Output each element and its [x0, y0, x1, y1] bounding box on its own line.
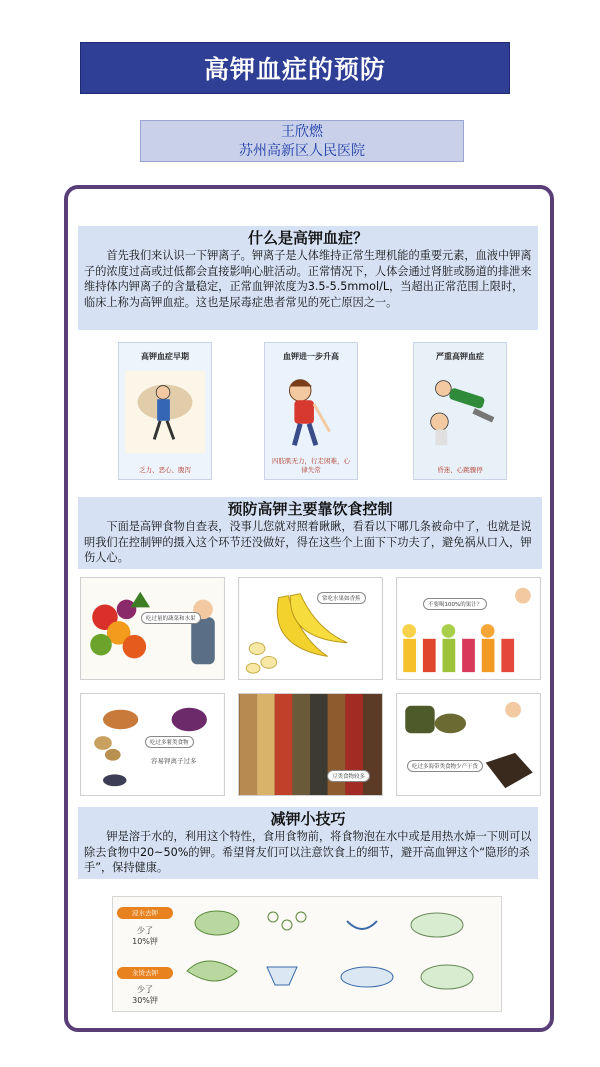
author-box	[140, 120, 464, 162]
tip-less-label: 少了	[137, 926, 153, 935]
bananas-image	[238, 577, 383, 680]
stage-early-illustration	[118, 342, 212, 480]
vegetables-icon	[81, 578, 224, 679]
stage-rise-illustration	[264, 342, 358, 480]
food-caption: 容易钾离子过多	[151, 757, 197, 765]
tip-amount-label: 30%钾	[132, 996, 158, 1005]
section-heading: 什么是高钾血症？	[247, 229, 368, 247]
stage-caption: 四肢肌无力，行走困难，心律失常	[272, 457, 350, 474]
section-body: 下面是高钾食物自查表，没事儿您就对照着瞅瞅，看看以下哪几条被命中了，也就是说明我们在控制钾的摄入这个环节还没做好，得在这些个上面下下功夫了，避免祸从口入，钾伤人心。	[84, 520, 532, 564]
section-heading: 预防高钾主要靠饮食控制	[227, 500, 393, 518]
tip-tag-blanch: 汆烫去钾	[117, 967, 173, 979]
stage-label: 血钾进一步升高	[283, 351, 339, 361]
author-name: 王欣燃	[281, 124, 323, 140]
vegetables-fruits-image	[80, 577, 225, 680]
stage-caption: 昏迷、心跳骤停	[437, 466, 483, 474]
speech-bubble: 豆类食物较多	[327, 770, 370, 782]
page-title: 高钾血症的预防	[80, 42, 510, 94]
stage-severe-illustration	[413, 342, 507, 480]
section-body: 钾是溶于水的，利用这个特性，食用食物前，将食物泡在水中或是用热水焯一下则可以除去食物中20~50%的钾。希望肾友们可以注意饮食上的细节，避开高血钾这个“隐形的杀手”，保持健康。	[84, 830, 532, 874]
speech-bubble: 吃过多海带类食物少产干货	[407, 760, 483, 772]
seaweed-image	[396, 693, 541, 796]
section-heading: 减钾小技巧	[270, 810, 346, 828]
tubers-image	[80, 693, 225, 796]
fruit-juice-image	[396, 577, 541, 680]
stage-label: 严重高钾血症	[436, 351, 484, 361]
speech-bubble: 常吃水果如香蕉	[317, 592, 366, 604]
juice-glass-icon	[397, 578, 540, 679]
cooking-steps-icon	[177, 901, 497, 1009]
seaweed-icon	[397, 694, 540, 795]
speech-bubble: 吃过量的蔬菜和水果	[141, 612, 201, 624]
tip-amount-label: 10%钾	[132, 937, 158, 946]
stage-caption: 乏力、恶心、腹泻	[139, 466, 191, 474]
stage-label: 高钾血症早期	[141, 351, 189, 361]
section-body: 首先我们来认识一下钾离子。钾离子是人体维持正常生理机能的重要元素，血液中钾离子的浓度过高或过低都会直接影响心脏活动。正常情况下，人体会通过肾脏或肠道的排泄来维持体内钾离子的含量稳定，正常血钾浓度为3.5-5.5mmol/L，当超出正常范围上限时，临床上称为高钾血症。这也是尿毒症患者常见的死亡原因之一。	[84, 249, 532, 309]
hospital-name: 苏州高新区人民医院	[239, 143, 365, 159]
speech-bubble: 吃过多薯类食物	[145, 736, 194, 748]
tip-less-label: 少了	[137, 985, 153, 994]
tips-illustration	[112, 896, 502, 1012]
beans-image	[238, 693, 383, 796]
section-what-is-hyperkalemia	[78, 226, 538, 330]
section-diet-control	[78, 497, 542, 569]
section-potassium-reduction-tips	[78, 807, 538, 879]
speech-bubble: 不要喝100%的果汁？	[423, 598, 487, 610]
tip-tag-soak: 浸水去钾	[117, 907, 173, 919]
